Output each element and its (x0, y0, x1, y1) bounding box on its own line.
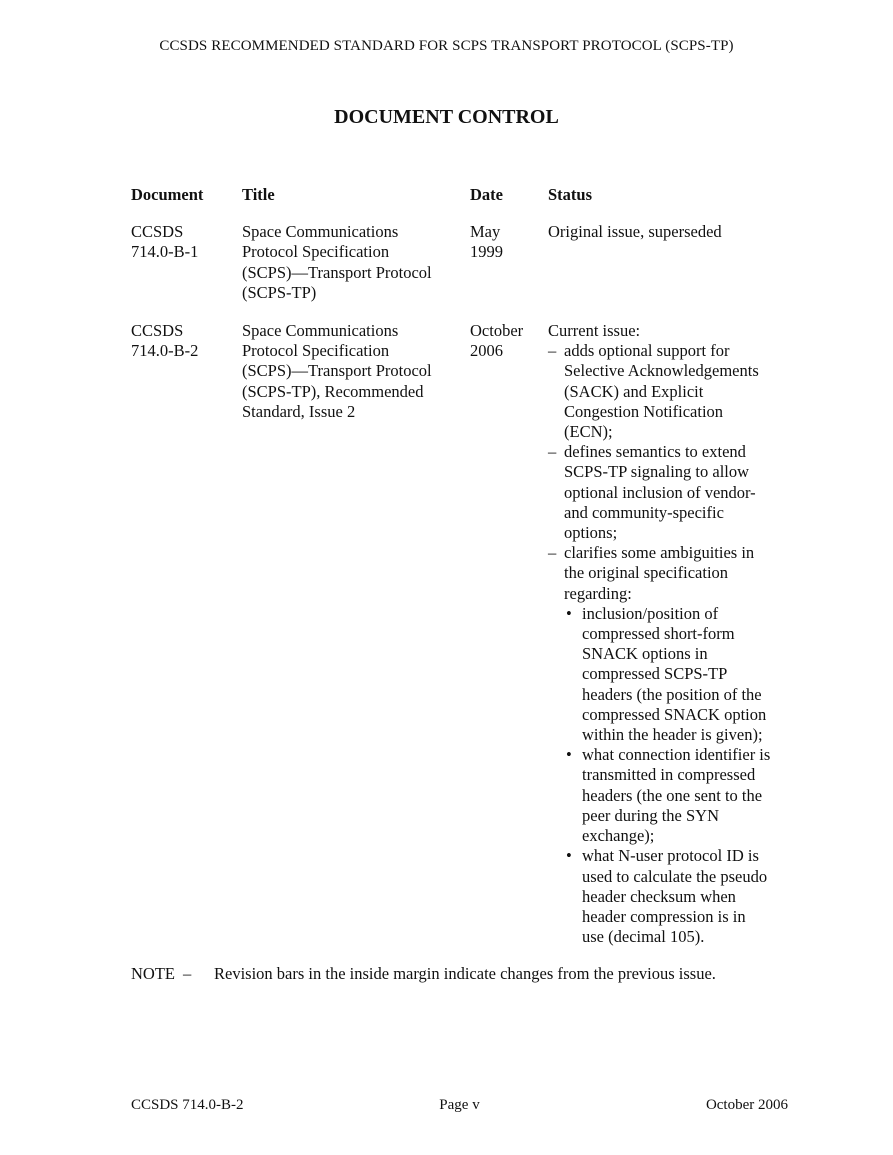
ambiguity-sub-list (564, 604, 791, 947)
item-line: defines semantics to extend (564, 442, 746, 462)
item-line: used to calculate the pseudo (582, 866, 768, 886)
status-intro: Current issue: (548, 321, 641, 341)
document-cell (131, 321, 242, 947)
item-line: compressed SNACK option (582, 704, 767, 724)
column-header-status: Status (548, 185, 593, 204)
cell-line: (SCPS-TP), Recommended (242, 381, 424, 401)
item-line: optional inclusion of vendor- (564, 482, 756, 502)
dash-marker: – (548, 543, 557, 563)
title-cell (242, 222, 470, 303)
footer-page-number: Page v (439, 1097, 480, 1113)
item-line: inclusion/position of (582, 603, 719, 623)
cell-line: CCSDS (131, 321, 184, 341)
item-line: SNACK options in (582, 644, 708, 664)
item-line: header compression is in (582, 906, 746, 926)
note-label: NOTE (131, 964, 175, 983)
date-cell (470, 222, 548, 303)
cell-line: (SCPS-TP) (242, 282, 317, 302)
document-control-table (131, 185, 791, 965)
item-line: what N-user protocol ID is (582, 846, 759, 866)
cell-line: 2006 (470, 341, 503, 361)
bullet-marker: • (566, 603, 572, 623)
revision-note (131, 964, 811, 984)
item-line: peer during the SYN (582, 805, 720, 825)
cell-line: Space Communications (242, 321, 399, 341)
item-line: compressed short-form (582, 624, 735, 644)
item-line: Selective Acknowledgements (564, 361, 759, 381)
status-change-list (548, 341, 791, 947)
page-title: DOCUMENT CONTROL (334, 106, 559, 128)
note-dash: – (183, 964, 192, 983)
sub-list-item (564, 745, 791, 846)
status-cell (548, 222, 791, 303)
list-item (548, 341, 791, 442)
cell-line: 714.0-B-1 (131, 242, 199, 262)
table-row (131, 321, 791, 947)
item-line: the original specification (564, 563, 729, 583)
column-header-document: Document (131, 185, 204, 204)
column-header-title: Title (242, 185, 275, 204)
status-cell (548, 321, 791, 947)
item-line: compressed SCPS-TP (582, 664, 728, 684)
bullet-marker: • (566, 846, 572, 866)
cell-line: Original issue, superseded (548, 222, 722, 242)
cell-line: Standard, Issue 2 (242, 401, 356, 421)
cell-line: 714.0-B-2 (131, 341, 199, 361)
cell-line: CCSDS (131, 222, 184, 242)
dash-marker: – (548, 341, 557, 361)
cell-line: (SCPS)—Transport Protocol (242, 262, 432, 282)
date-cell (470, 321, 548, 947)
item-line: use (decimal 105). (582, 927, 705, 947)
item-line: (SACK) and Explicit (564, 381, 704, 401)
sub-list-item (564, 846, 791, 947)
sub-list-item (564, 604, 791, 745)
list-item (548, 442, 791, 543)
footer-document-id: CCSDS 714.0-B-2 (131, 1097, 244, 1113)
cell-line: (SCPS)—Transport Protocol (242, 361, 432, 381)
cell-line: 1999 (470, 242, 503, 262)
list-item (548, 543, 791, 947)
cell-line: Space Communications (242, 222, 399, 242)
item-line: options; (564, 523, 618, 543)
item-line: (ECN); (564, 422, 613, 442)
title-cell (242, 321, 470, 947)
item-line: SCPS-TP signaling to allow (564, 462, 750, 482)
document-cell (131, 222, 242, 303)
item-line: exchange); (582, 826, 655, 846)
note-text: Revision bars in the inside margin indicate changes from the previous issue. (214, 964, 716, 983)
footer-date: October 2006 (705, 1097, 788, 1113)
cell-line: Protocol Specification (242, 242, 390, 262)
table-row (131, 222, 791, 303)
cell-line: Protocol Specification (242, 341, 390, 361)
item-line: headers (the position of the (582, 684, 762, 704)
running-header: CCSDS RECOMMENDED STANDARD FOR SCPS TRANSPORT PROTOCOL (SCPS-TP) (159, 38, 734, 54)
item-line: what connection identifier is (582, 745, 771, 765)
item-line: regarding: (564, 583, 632, 603)
dash-marker: – (548, 442, 557, 462)
cell-line: October (470, 321, 524, 341)
item-line: headers (the one sent to the (582, 785, 763, 805)
page-footer (131, 1097, 788, 1114)
table-header-row (131, 185, 791, 205)
bullet-marker: • (566, 745, 572, 765)
column-header-date: Date (470, 185, 503, 204)
cell-line: May (470, 222, 501, 242)
item-line: adds optional support for (564, 341, 730, 361)
item-line: clarifies some ambiguities in (564, 543, 755, 563)
item-line: transmitted in compressed (582, 765, 756, 785)
item-line: and community-specific (564, 502, 724, 522)
item-line: header checksum when (582, 886, 736, 906)
item-line: Congestion Notification (564, 401, 724, 421)
item-line: within the header is given); (582, 725, 763, 745)
